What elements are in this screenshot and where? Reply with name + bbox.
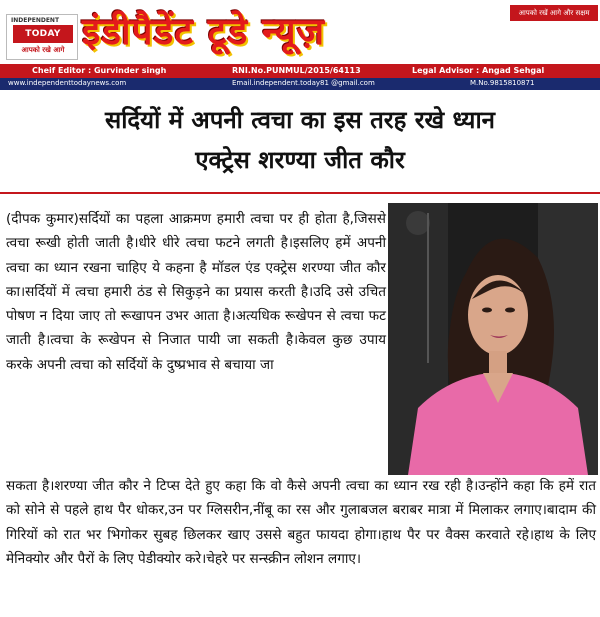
headline-divider: [0, 192, 600, 194]
editor-info-bar: [0, 64, 600, 78]
headline-line-2: एक्ट्रेस शरण्या जीत कौर: [195, 146, 405, 174]
actress-portrait-photo: [388, 203, 598, 475]
mobile-number: M.No.9815810871: [470, 79, 535, 87]
chief-editor: Cheif Editor : Gurvinder singh: [32, 66, 167, 75]
article-headline: [0, 100, 600, 180]
website-link[interactable]: www.independenttodaynews.com: [8, 79, 127, 87]
newspaper-logo: [6, 14, 78, 60]
email-address: Email.independent.today81 @gmail.com: [232, 79, 375, 87]
logo-box-text: TODAY: [13, 25, 73, 43]
article-body-full: सकता है।शरण्या जीत कौर ने टिप्स देते हुए कहा कि वो कैसे अपनी त्वचा का ध्यान रख रही है।उन्होंने कहा कि हमें रात को सोने से पहले हाथ पैर धोकर,उन पर ग्लिसरीन,नींबू का रस और गुलाबजल बराबर मात्रा में मिलाकर लगाए।बादाम की गिरियों को रात भर भिगोकर सुबह छिलकर खाए उससे बहुत फायदा होगा।हाथ पैर पर वैक्स करवाते रहे।हाथ के लिए मेनिक्योर और पैरों के लिए पेडीक्योर करे।चेहरे पर सन्स्क्रीन लोशन लगाए।: [6, 478, 597, 567]
legal-advisor: Legal Advisor : Angad Sehgal: [412, 66, 545, 75]
rni-number: RNI.No.PUNMUL/2015/64113: [232, 66, 361, 75]
logo-top-text: INDEPENDENT: [11, 17, 60, 24]
logo-tagline: आपको रखे आगे: [21, 46, 65, 54]
brand-tagline: आपको रखें आगे और सक्षम: [510, 5, 598, 21]
portrait-photo-icon: [388, 203, 598, 475]
contact-info-bar: [0, 78, 600, 90]
article-body-column: (दीपक कुमार)सर्दियों का पहला आक्रमण हमारी त्वचा पर ही होता है,जिससे त्वचा रूखी होती जाती है।धीरे धीरे त्वचा फटने लगती है।इसलिए हमें अपनी त्वचा का ध्यान रखना चाहिए ये कहना है मॉडल एंड एक्ट्रेस शरण्या जीत कौर का।सर्दियों में त्वचा हमारी ठंड से सिकुड़ने का प्रयास करती है।उदि उसे उचित पोषण न दिया जाए तो रूखापन उभर आता है।अत्यधिक रूखेपन से त्वचा फट जाती है।त्वचा के रूखेपन से निजात पायी जा सकती है।केवल कुछ उपाय करके अपनी त्वचा को सर्दियों के दुष्प्रभाव से बचाया जा: [6, 211, 386, 373]
headline-line-1: सर्दियों में अपनी त्वचा का इस तरह रखे ध्यान: [104, 106, 495, 134]
newspaper-masthead: [0, 0, 600, 90]
brand-title: इंडीपैडेंट टूडे न्यूज़: [82, 10, 326, 53]
